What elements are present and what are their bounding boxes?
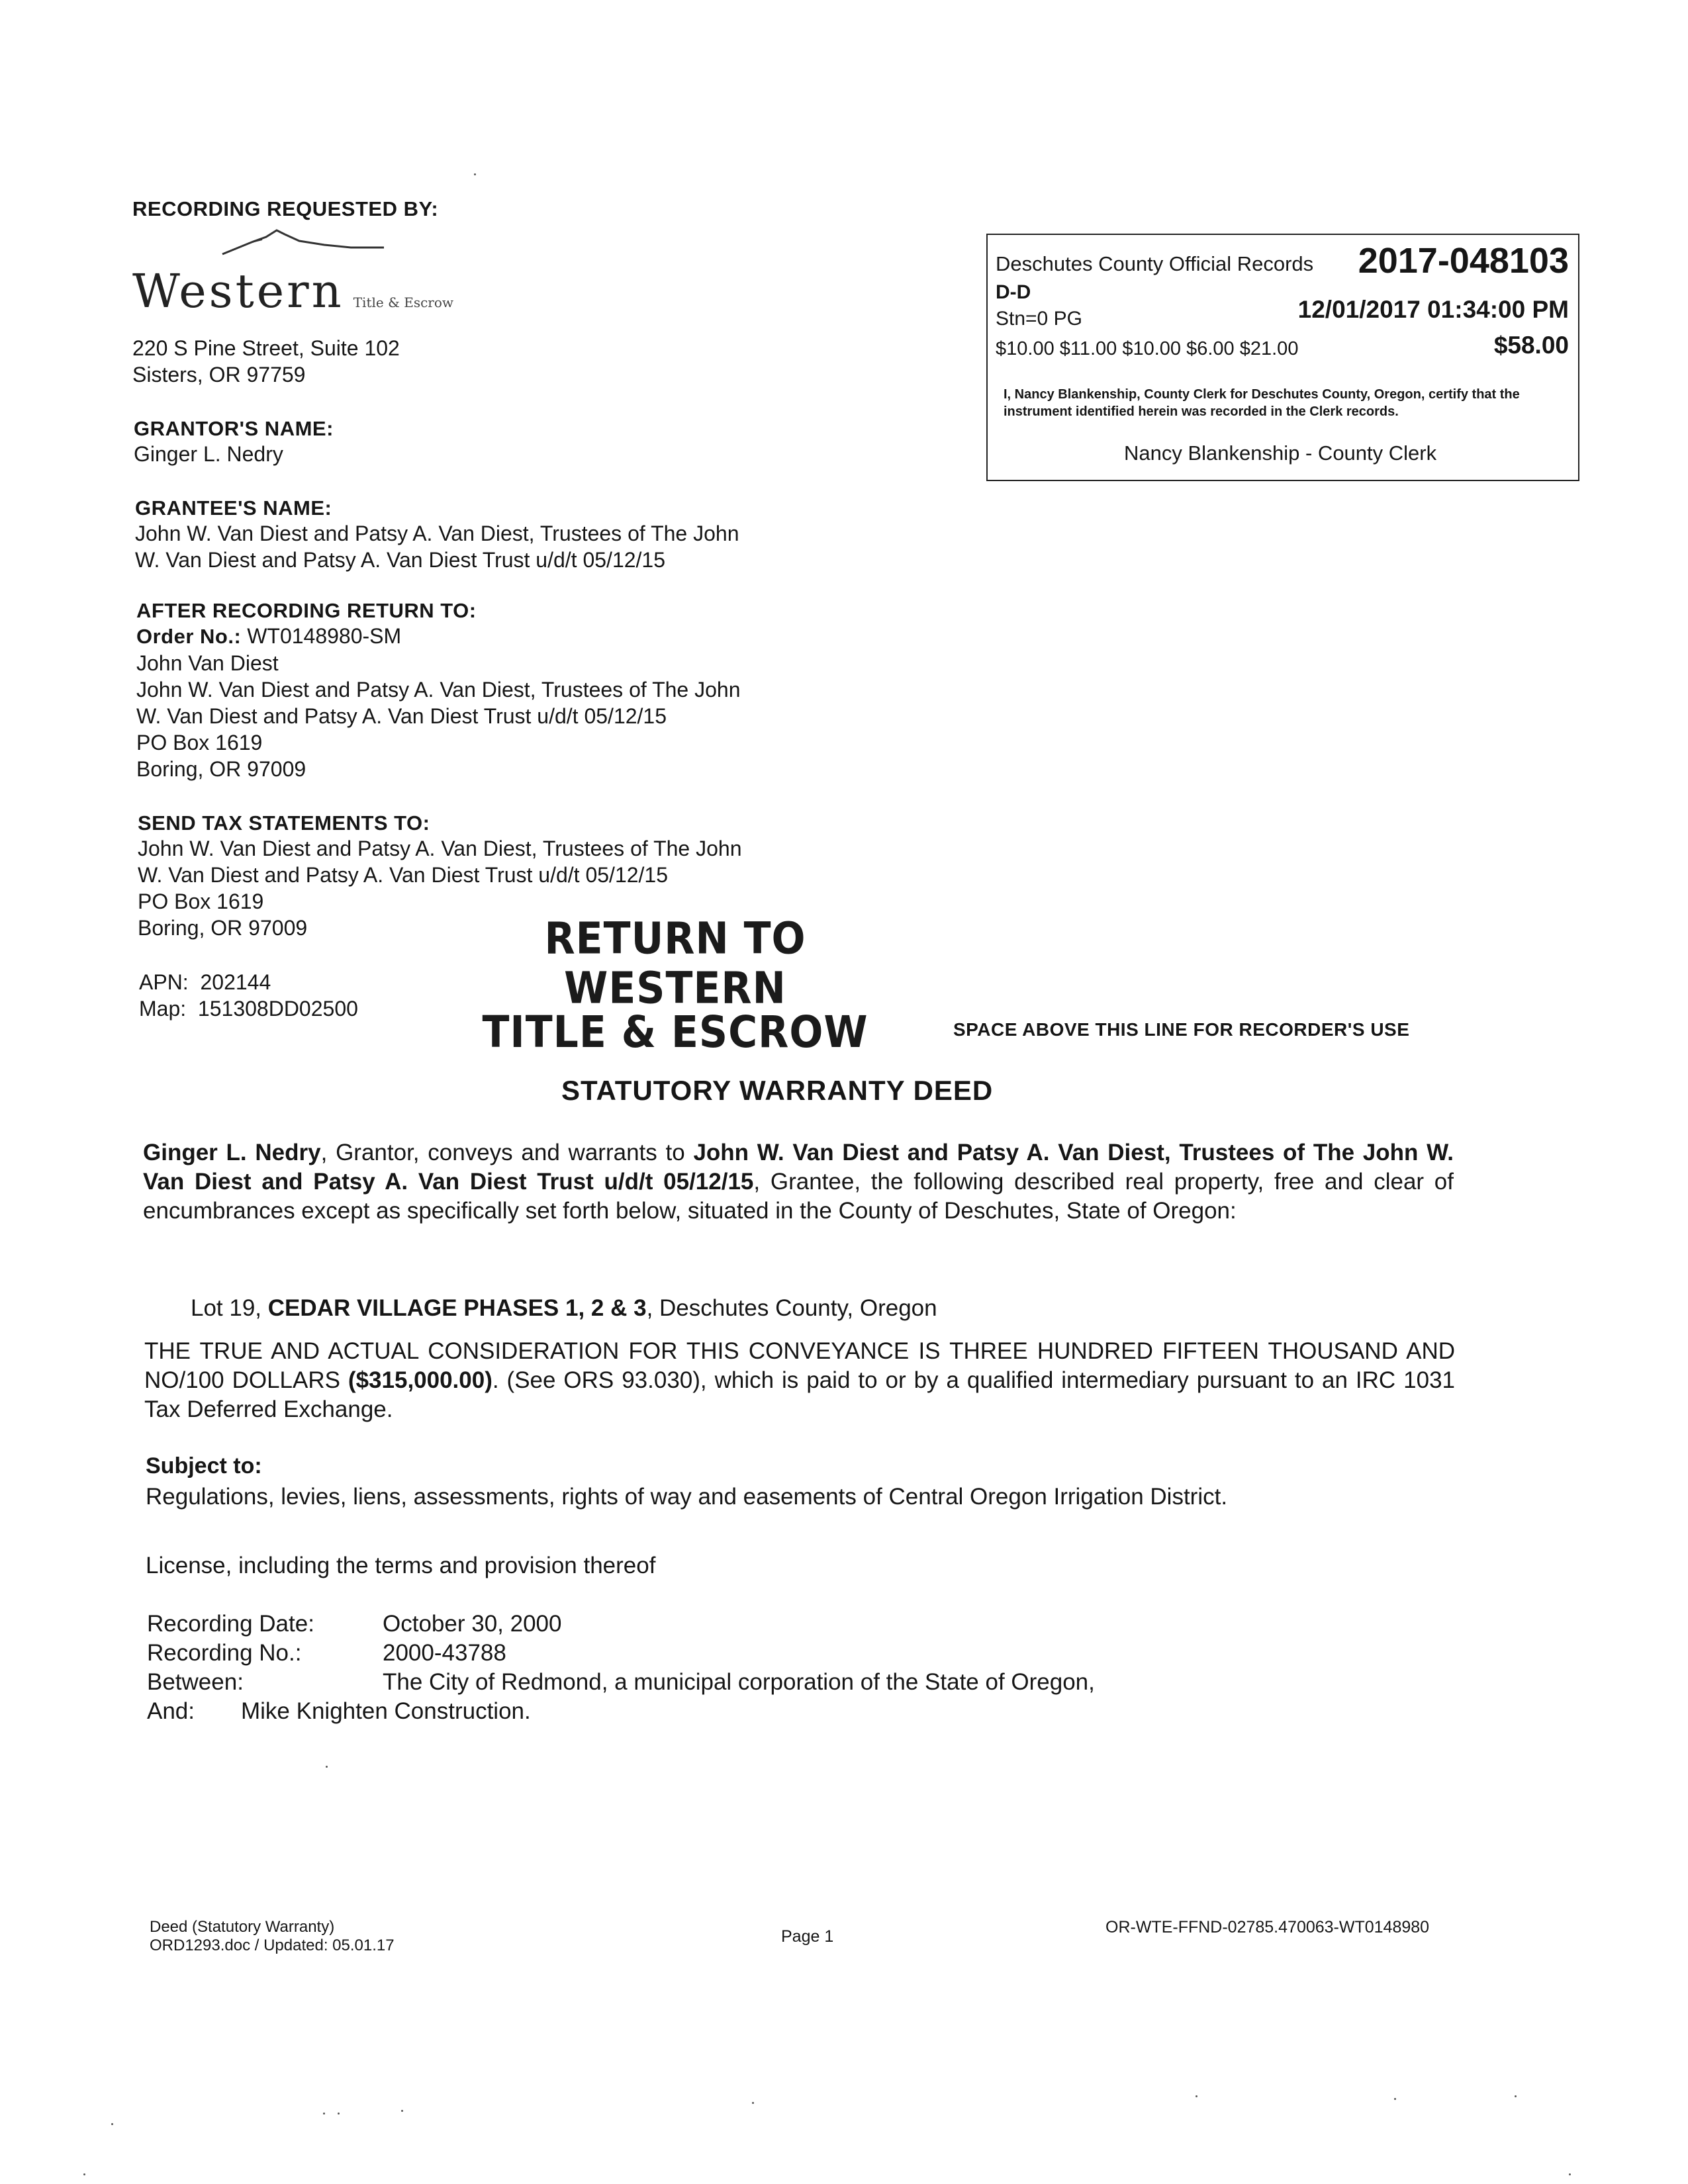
- apn-label: APN:: [139, 970, 189, 994]
- clerk-certification: I, Nancy Blankenship, County Clerk for Deschutes County, Oregon, certify that the instrument identified herein was recorded in the Clerk records.: [1004, 387, 1520, 419]
- return-to-stamp: RETURN TO WESTERN TITLE & ESCROW: [482, 913, 868, 1058]
- grantee-label: GRANTEE'S NAME:: [135, 496, 332, 520]
- record-type: D-D: [996, 281, 1031, 303]
- grantee-section: GRANTEE'S NAME: John W. Van Diest and Patsy A. Van Diest, Trustees of The John W. Van Diest and Patsy A. Van Diest Trust u/d/t 05/12/15: [135, 496, 739, 572]
- map-value: 151308DD02500: [197, 997, 358, 1021]
- recorder-use-line: SPACE ABOVE THIS LINE FOR RECORDER'S USE: [953, 1019, 1410, 1040]
- clerk-name: Nancy Blankenship - County Clerk: [1124, 441, 1437, 465]
- record-total: $58.00: [1493, 332, 1569, 359]
- subject-item-2: License, including the terms and provision thereof: [146, 1553, 656, 1578]
- deed-title: STATUTORY WARRANTY DEED: [561, 1075, 994, 1106]
- order-label: Order No.:: [136, 625, 242, 648]
- footer-form-info: Deed (Statutory Warranty) ORD1293.doc / Updated: 05.01.17: [150, 1918, 395, 1954]
- company-address: 220 S Pine Street, Suite 102 Sisters, OR 97759: [132, 336, 400, 387]
- tax-statements-section: SEND TAX STATEMENTS TO: John W. Van Diest and Patsy A. Van Diest, Trustees of The John W. Van Diest and Patsy A. Van Diest Trust u/d/t 05/12/15 PO Box 1619 Boring, OR 97009: [138, 811, 742, 940]
- record-fees: $10.00 $11.00 $10.00 $6.00 $21.00: [996, 338, 1299, 359]
- after-recording-label: AFTER RECORDING RETURN TO:: [136, 599, 477, 622]
- recorder-office: Deschutes County Official Records: [996, 252, 1314, 275]
- parcel-info: [139, 969, 358, 1022]
- company-logo: [132, 265, 453, 318]
- subject-to-label: Subject to:: [146, 1453, 262, 1479]
- recording-details: Recording Date: October 30, 2000 Recording No.: 2000-43788 Between: The City of Redmond, a municipal corporation of the State of Oregon, And: Mike Knighten Construction.: [147, 1611, 1095, 1724]
- record-stn: Stn=0 PG: [996, 308, 1082, 330]
- mountain-logo-icon: [218, 225, 391, 265]
- subject-item-1: Regulations, levies, liens, assessments, rights of way and easements of Central Oregon Irrigation District.: [146, 1484, 1228, 1510]
- footer-file-reference: OR-WTE-FFND-02785.470063-WT0148980: [1105, 1918, 1430, 1936]
- grantor-bold: Ginger L. Nedry: [143, 1140, 321, 1165]
- consideration-paragraph: THE TRUE AND ACTUAL CONSIDERATION FOR THIS CONVEYANCE IS THREE HUNDRED FIFTEEN THOUSAND AND NO/100 DOLLARS ($315,000.00). (See ORS 93.030), which is paid to or by a qualified intermediary pursuant to an IRC 1031 Tax Deferred Exchange.: [144, 1338, 1455, 1422]
- lot-description: Lot 19, CEDAR VILLAGE PHASES 1, 2 & 3, Deschutes County, Oregon: [191, 1295, 937, 1321]
- tax-statements-label: SEND TAX STATEMENTS TO:: [138, 811, 430, 835]
- record-number: 2017-048103: [1358, 241, 1569, 281]
- footer-page-number: Page 1: [781, 1927, 834, 1946]
- company-name: Western: [132, 264, 344, 318]
- grantor-label: GRANTOR'S NAME:: [134, 417, 334, 440]
- grantor-section: [134, 417, 334, 467]
- grantor-name: Ginger L. Nedry: [134, 442, 283, 466]
- order-number: WT0148980-SM: [247, 624, 402, 648]
- record-datetime: 12/01/2017 01:34:00 PM: [1297, 296, 1569, 323]
- recorder-box: [986, 234, 1579, 481]
- map-label: Map:: [139, 997, 187, 1021]
- company-sub: Title & Escrow: [353, 295, 454, 310]
- grantee-bold: John W. Van Diest and Patsy A. Van Diest, Trustees of The John W. Van Diest and Patsy A. Van Diest Trust u/d/t 05/12/15: [143, 1140, 1454, 1195]
- after-recording-section: AFTER RECORDING RETURN TO: Order No.: WT0148980-SM John Van Diest John W. Van Diest and Patsy A. Van Diest, Trustees of The John W. Van Diest and Patsy A. Van Diest Trust u/d/t 05/12/15 PO Box 1619 Boring, OR 97009: [136, 599, 741, 781]
- apn-value: 202144: [200, 970, 271, 994]
- granting-paragraph: Ginger L. Nedry, Grantor, conveys and warrants to John W. Van Diest and Patsy A. Van Diest, Trustees of The John W. Van Diest and Patsy A. Van Diest Trust u/d/t 05/12/15, Grantee, the following described real property, free and clear of encumbrances except as specifically set forth below, situated in the County of Deschutes, State of Oregon:: [143, 1140, 1454, 1224]
- recording-requested-label: RECORDING REQUESTED BY:: [132, 197, 439, 220]
